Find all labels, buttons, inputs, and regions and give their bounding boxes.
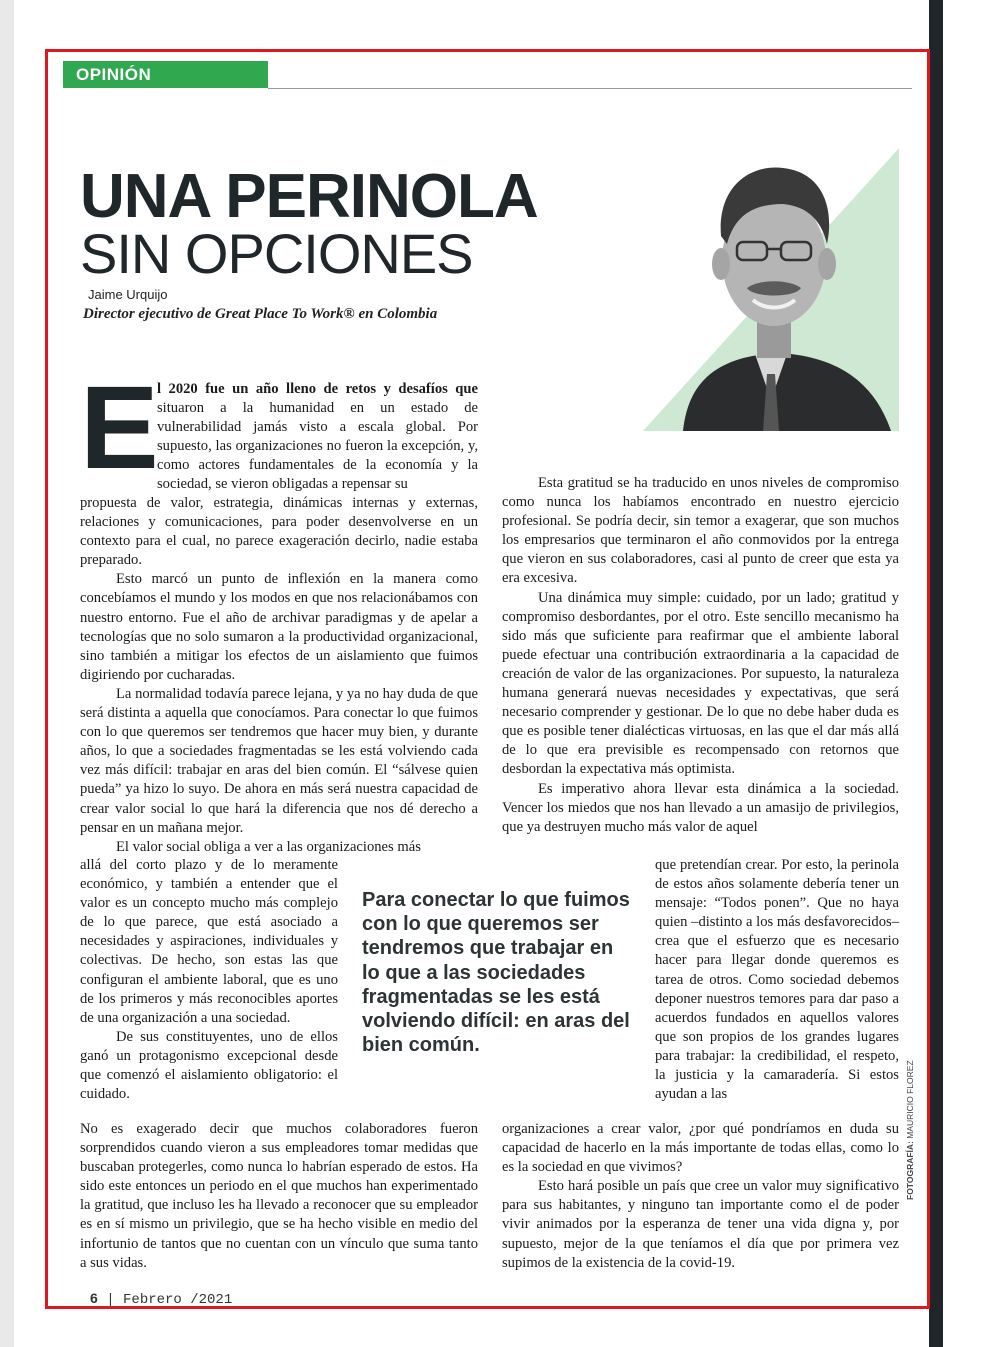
photo-credit-name: MAURICIO FLOREZ <box>905 1060 915 1139</box>
right-paragraph-2: Una dinámica muy simple: cuidado, por un lado; gratitud y compromiso desbordantes, por el otro. Este sencillo mecanismo ha sido más que suficiente para reafirmar que el ambiente laboral puede efectuar una contribución extraordinaria a la capacidad de creación de valor de las organizaciones. Por supuesto, la naturaleza humana generará nuevas necesidades y expectativas, que será necesario comprender y gestionar. De lo que no debe haber duda es que es posible tener dialécticas virtuosas, en las que el dar más allá de lo que era previsible es recompensado con retornos que desbordan la expectativa más optimista. <box>502 589 899 778</box>
pull-quote: Para conectar lo que fuimos con lo que queremos ser tendremos que trabajar en lo que a las sociedades fragmentadas se les está volviendo difícil: en aras del bien común. <box>362 889 630 1057</box>
author-role: Director ejecutivo de Great Place To Work® en Colombia <box>83 306 438 322</box>
left-narrow-paragraph-1: allá del corto plazo y de lo meramente económico, y también a entender que el valor es un concepto mucho más complejo de lo que parece, que está asociado a necesidades y aspiraciones, individuales y colectivas. De hecho, son estas las que configuran el ambiente laboral, que es uno de los primeros y más reconocibles aportes de una organización a una sociedad. <box>80 857 338 1026</box>
left-bottom-paragraph: No es exagerado decir que muchos colaboradores fueron sorprendidos cuando vieron a sus empleadores tomar medidas que buscaban protegerles, como nunca lo habrían esperado de estos. Ha sido este entonces un periodo en el que muchos han experimentado la gratitud, que incluso les ha llevado a reconocer que su empleador es en sí mismo un privilegio, que se ha hecho visible en medio del infortunio de tantos que no cuentan con un vínculo que suma tanto a sus vidas. <box>80 1121 478 1271</box>
section-label: OPINIÓN <box>63 61 268 88</box>
left-narrow-paragraph-2: De sus constituyentes, uno de ellos ganó un protagonismo excepcional desde que comenzó el aislamiento obligatorio: el cuidado. <box>80 1028 338 1103</box>
right-paragraph-1: Esta gratitud se ha traducido en unos niveles de compromiso como nunca los habíamos encontrado en nuestro ejercicio profesional. Se podría decir, sin temor a exagerar, que son muchos los empresarios que terminaron el año conmovidos por la entrega que vieron en sus colaboradores, casi al punto de creer que esta ya era excesiva. <box>502 475 899 587</box>
right-narrow-paragraph: que pretendían crear. Por esto, la perinola de estos años solamente debería tener un mensaje: “Todos ponen”. Que no haya quien –distinto a los más desfavorecidos– crea que el esfuerzo que es necesario hacer para llegar donde queremos es tarea de otros. Como sociedad debemos deponer nuestros temores para dar paso a acuerdos fundados en aquellos valores que son propios de los grandes lugares para trabajar: la credibilidad, el respeto, la justicia y la camaradería. Si estos ayudan a las <box>655 857 899 1103</box>
intro-lead: l 2020 fue un año lleno de retos y desafíos que <box>157 381 478 397</box>
page-number: 6 <box>90 1290 98 1306</box>
headline-line-2: SIN OPCIONES <box>80 222 473 285</box>
intro-continued: propuesta de valor, estrategia, dinámicas internas y externas, relaciones y comunicaciones, para poder desenvolverse en un contexto para el cual, no parece exageración decirlo, nadie estaba preparado. <box>80 495 478 569</box>
right-bottom-paragraph-1: organizaciones a crear valor, ¿por qué pondríamos en duda su capacidad de hacerlo en la más importante de todas ellas, como lo es la sociedad en que vivimos? <box>502 1121 899 1176</box>
issue-date: Febrero /2021 <box>123 1292 233 1308</box>
headline-line-1: UNA PERINOLA <box>80 162 538 231</box>
page-spine <box>929 0 943 1347</box>
intro-text: situaron a la humanidad en un estado de vulnerabilidad jamás visto a escala global. Por supuesto, las organizaciones no fueron la excepción, y, como actores fundamentales de la economía y la sociedad, se vieron obligadas a repensar su <box>157 400 478 493</box>
right-paragraph-3: Es imperativo ahora llevar esta dinámica a la sociedad. Vencer los miedos que nos han llevado a un amasijo de privilegios, que ya destruyen mucho más valor de aquel <box>502 780 899 835</box>
photo-credit-label: FOTOGRAFÍA: <box>905 1141 915 1200</box>
left-paragraph-1: Esto marcó un punto de inflexión en la manera como concebíamos el mundo y los modos en que nos relacionábamos con nuestro entorno. Fue el año de archivar paradigmas y de apelar a tecnologías que no solo sumaron a la productividad organizacional, sino también a mitigar los efectos de un aislamiento que fuimos digiriendo por cucharadas. <box>80 571 478 683</box>
left-paragraph-2: La normalidad todavía parece lejana, y ya no hay duda de que será distinta a aquella que conocíamos. Para conectar lo que fuimos con lo que queremos ser tendremos que hacer muy bien, y durante años, lo que a sociedades fragmentadas se les está volviendo cada vez más difícil: trabajar en aras del bien común. El “sálvese quien pueda” ya hizo lo suyo. De ahora en más será nuestra capacidad de crear valor social lo que hará la diferencia que nos dé derecho a pensar en un mañana mejor. <box>80 685 478 836</box>
left-paragraph-3: El valor social obliga a ver a las organizaciones más <box>116 838 421 855</box>
right-bottom-paragraph-2: Esto hará posible un país que cree un valor muy significativo para sus habitantes, y ninguno tan importante como el de poder vivir animados por la esperanza de tener una vida digna y, por supuesto, mejor de la que teníamos el día que por primera vez supimos de la existencia de la covid-19. <box>502 1178 899 1271</box>
highlight-frame <box>45 49 930 1309</box>
drop-cap: E <box>80 362 159 494</box>
author-name: Jaime Urquijo <box>88 287 168 302</box>
footer-separator: | <box>106 1292 115 1308</box>
